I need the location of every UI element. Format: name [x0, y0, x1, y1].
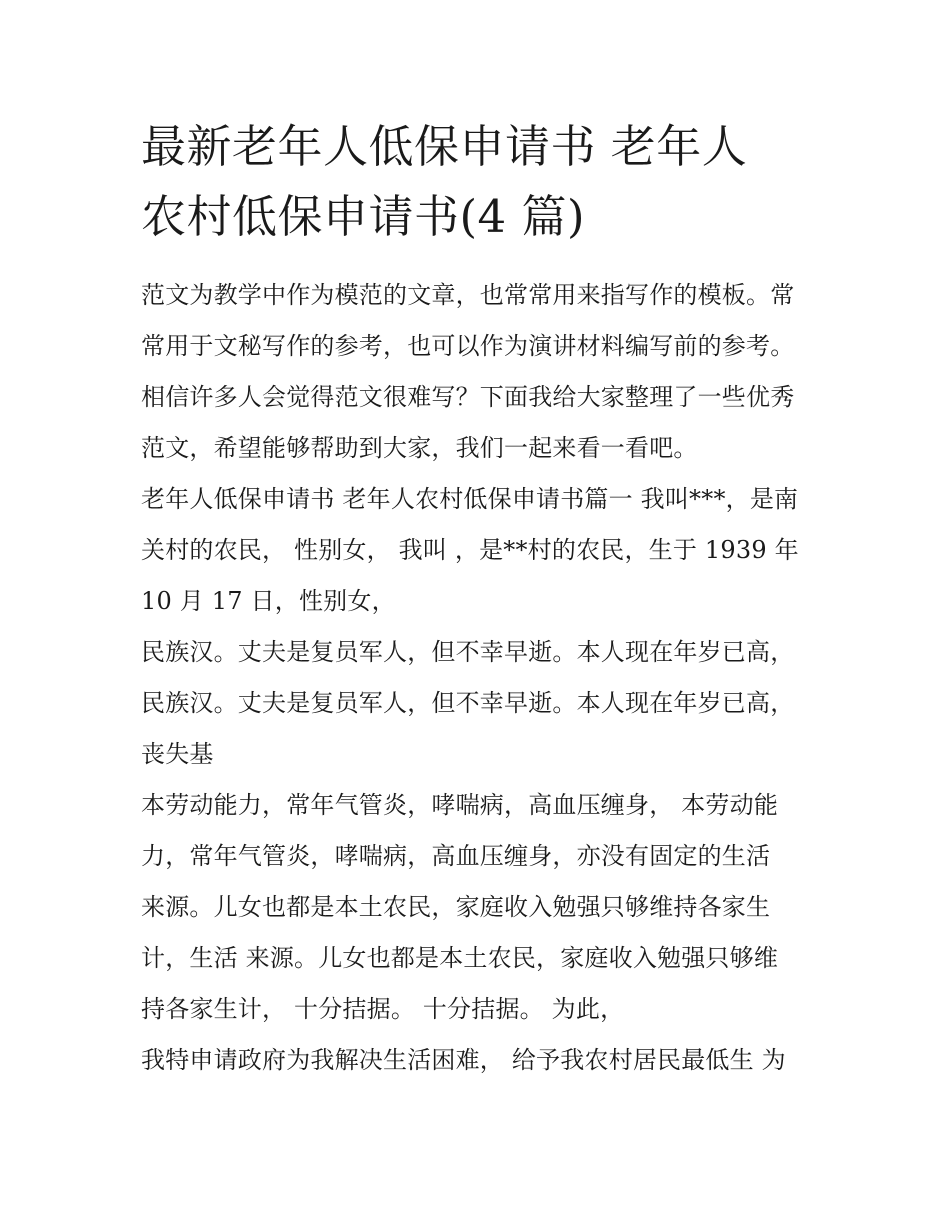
text-line: 常用于文秘写作的参考，也可以作为演讲材料编写前的参考。: [141, 332, 795, 360]
document-title: [141, 112, 819, 252]
document-body: [141, 270, 819, 1086]
document-content: [141, 112, 819, 1086]
title-line: 最新老年人低保申请书 老年人: [141, 120, 748, 173]
text-line: 10 月 17 日，性别女，: [141, 587, 396, 615]
paragraph: [141, 474, 819, 627]
paragraph: [141, 1035, 819, 1086]
paragraph: [141, 627, 819, 780]
text-line: 持各家生计， 十分拮据。 十分拮据。 为此，: [141, 995, 625, 1023]
paragraph: [141, 780, 819, 1035]
text-line: 我特申请政府为我解决生活困难， 给予我农村居民最低生 为: [141, 1046, 786, 1074]
text-line: 相信许多人会觉得范文很难写？下面我给大家整理了一些优秀: [141, 383, 795, 411]
text-line: 老年人低保申请书 老年人农村低保申请书篇一 我叫***，是南: [141, 485, 799, 513]
text-line: 丧失基: [141, 740, 214, 768]
text-line: 来源。儿女也都是本土农民，家庭收入勉强只够维持各家生: [141, 893, 771, 921]
text-line: 力，常年气管炎，哮喘病，高血压缠身，亦没有固定的生活: [141, 842, 771, 870]
paragraph: [141, 270, 819, 474]
text-line: 计，生活 来源。儿女也都是本土农民，家庭收入勉强只够维: [141, 944, 779, 972]
text-line: 关村的农民， 性别女， 我叫 ，是**村的农民，生于 1939 年: [141, 536, 799, 564]
text-line: 民族汉。丈夫是复员军人，但不幸早逝。本人现在年岁已高，: [141, 638, 795, 666]
title-line: 农村低保申请书(4 篇): [141, 190, 586, 243]
text-line: 民族汉。丈夫是复员军人，但不幸早逝。本人现在年岁已高，: [141, 689, 795, 717]
text-line: 范文，希望能够帮助到大家，我们一起来看一看吧。: [141, 434, 698, 462]
text-line: 本劳动能力，常年气管炎，哮喘病，高血压缠身， 本劳动能: [141, 791, 779, 819]
text-line: 范文为教学中作为模范的文章，也常常用来指写作的模板。常: [141, 281, 795, 309]
